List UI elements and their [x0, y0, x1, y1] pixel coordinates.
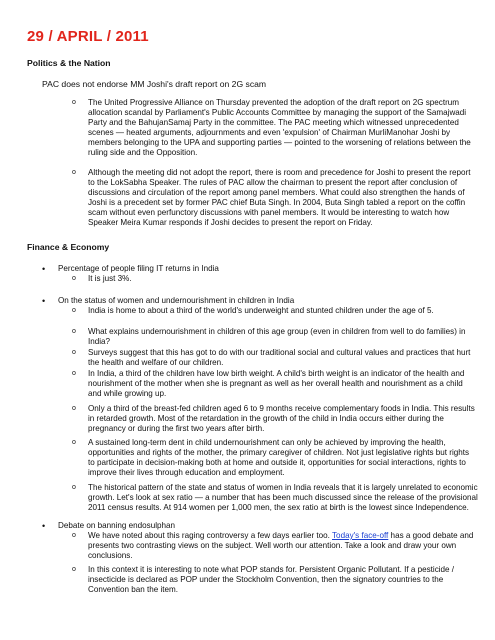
sub-bullet-icon: o [72, 307, 76, 314]
finance-bullet-2-sub-6: A sustained long-term dent in child undernourishment can only be achieved by improving the health, opportunities and rights of the mother, the primary caregiver of children. Not just legislative rights but rights to participate in decision-making both at home and outside it, opportunities for social interactions, rights to improve their lives through education and employment. [88, 438, 470, 477]
sub-bullet-icon: o [72, 439, 76, 446]
sub-bullet-icon: o [72, 275, 76, 282]
finance-bullet-2-sub-4: In India, a third of the children have low birth weight. A child's birth weight is an indicator of the health and nourishment of the mother when she is pregnant as well as her overall health and nourishment as a child and while growing up. [88, 369, 465, 398]
politics-item-1: The United Progressive Alliance on Thursday prevented the adoption of the draft report on 2G spectrum allocation scandal by Parliament's Public Accounts Committee by managing the support of the Samajwadi Party and the BahujanSamaj Party in the committee. The PAC meeting which witnessed unprecedented scenes — heated arguments, adjournments and even 'expulsion' of Chairman MurliManohar Joshi by members belonging to the UPA and supporting parties — pointed to the worsening of relations between the ruling side and the Opposition. [88, 98, 471, 157]
sub-bullet-icon: o [72, 99, 76, 106]
finance-bullet-2-sub-7: The historical pattern of the state and status of women in India reveals that it is largely unrelated to economic growth. Let's look at sex ratio — a number that has been much discussed since the release of the provisional 2011 census results. At 914 women per 1,000 men, the sex ratio at birth is the lowest since Independence. [88, 483, 478, 512]
sub-bullet-icon: o [72, 370, 76, 377]
finance-bullet-2-sub-2: What explains undernourishment in children of this age group (even in children from well to do families) in India? [88, 327, 466, 346]
finance-bullet-2: On the status of women and undernourishment in children in India [58, 296, 295, 305]
finance-bullet-2-sub-3: Surveys suggest that this has got to do with our traditional social and cultural values and practices that hurt the health and welfare of our children. [88, 348, 471, 367]
bullet-icon: • [42, 296, 46, 306]
sub-text-before-link: We have noted about this raging controversy a few days earlier too. [88, 531, 333, 540]
sub-bullet-icon: o [72, 169, 76, 176]
article-subheading: PAC does not endorse MM Joshi's draft report on 2G scam [42, 79, 267, 89]
section-heading-finance: Finance & Economy [27, 242, 110, 252]
sub-bullet-icon: o [72, 349, 76, 356]
finance-bullet-3-sub-1 [88, 531, 478, 561]
sub-bullet-icon: o [72, 484, 76, 491]
document-date: 29 / APRIL / 2011 [27, 28, 149, 45]
politics-item-2: Although the meeting did not adopt the report, there is room and precedence for Joshi to present the report to the LokSabha Speaker. The rules of PAC allow the chairman to present the report after conclusion of discussions and circulation of the report among panel members. What could also strengthen the hands of Joshi is a precedent set by former PAC chief Buta Singh. In 2004, Buta Singh tabled a report on the coffin scam without even perfunctory discussions with panel members. It would be interesting to watch how Speaker Meira Kumar responds if Joshi decides to present the report on Friday. [88, 168, 471, 227]
bullet-icon: • [42, 264, 46, 274]
bullet-icon: • [42, 521, 46, 531]
todays-face-off-link[interactable]: Today's face-off [332, 531, 389, 540]
finance-bullet-2-sub-1: India is home to about a third of the world's underweight and stunted children under the age of 5. [88, 306, 434, 315]
sub-bullet-icon: o [72, 328, 76, 335]
finance-bullet-3: Debate on banning endosulphan [58, 521, 176, 530]
sub-bullet-icon: o [72, 405, 76, 412]
sub-text-after-link: has a good debate and presents two contrasting views on the subject. Well worth our attention. Take a look and draw your own conclusions. [88, 531, 474, 560]
section-heading-politics: Politics & the Nation [27, 58, 111, 68]
finance-bullet-1-sub-1: It is just 3%. [88, 274, 132, 283]
finance-bullet-3-sub-2: In this context it is interesting to note what POP stands for. Persistent Organic Pollutant. If a pesticide / insecticide is declared as POP under the Stockholm Convention, then the signatory countries to the Convention ban the item. [88, 565, 455, 594]
sub-bullet-icon: o [72, 532, 76, 539]
finance-bullet-2-sub-5: Only a third of the breast-fed children aged 6 to 9 months receive complementary foods in India. This results in retarded growth. Most of the retardation in the growth of the child in India occurs either during the pregnancy or during the first two years after birth. [88, 404, 475, 433]
finance-bullet-1: Percentage of people filing IT returns in India [58, 264, 219, 273]
sub-bullet-icon: o [72, 566, 76, 573]
